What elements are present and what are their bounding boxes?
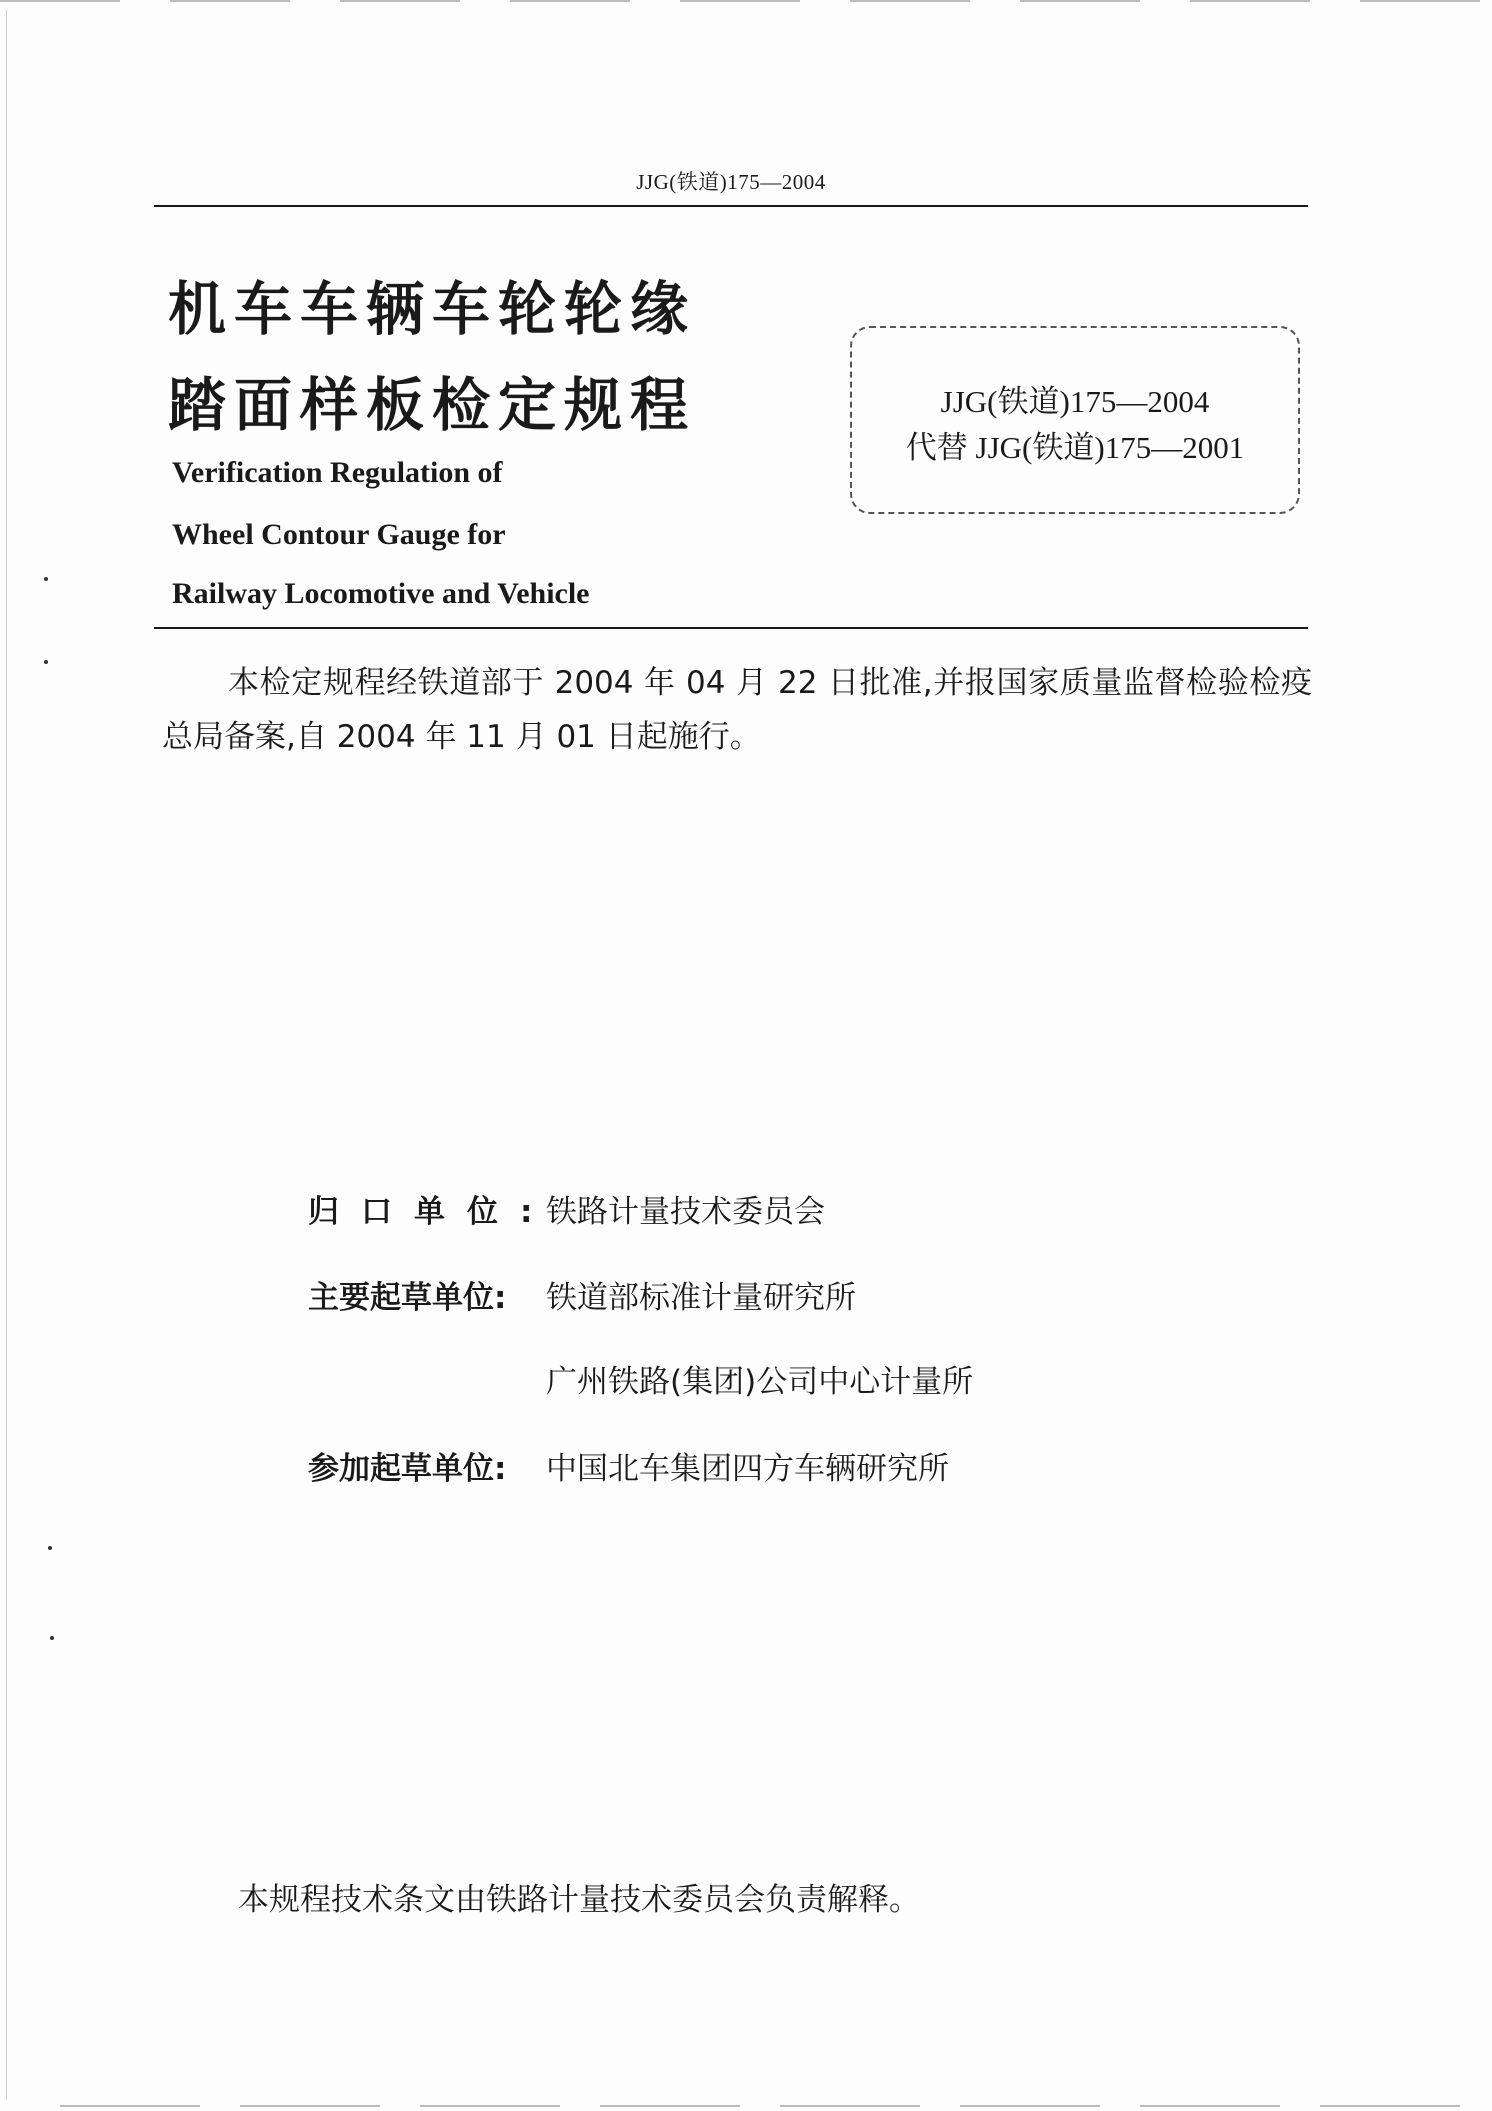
title-en-line-1: Verification Regulation of bbox=[172, 456, 503, 489]
responsible-unit-row bbox=[308, 1186, 825, 1231]
interpretation-note: 本规程技术条文由铁路计量技术委员会负责解释。 bbox=[238, 1882, 920, 1918]
title-en-line-3: Railway Locomotive and Vehicle bbox=[172, 577, 590, 610]
scan-edge-bottom bbox=[60, 2105, 1480, 2107]
header-rule bbox=[154, 205, 1308, 207]
running-header: JJG(铁道)175—2004 bbox=[636, 170, 826, 194]
participating-unit-row bbox=[308, 1443, 949, 1488]
approval-statement: 本检定规程经铁道部于 2004 年 04 月 22 日批准,并报国家质量监督检验检疫总局备案,自 2004 年 11 月 01 日起施行。 bbox=[162, 665, 1312, 755]
main-drafting-unit-label: 主要起草单位: bbox=[308, 1280, 507, 1316]
standard-code: JJG(铁道)175—2004 bbox=[940, 384, 1210, 419]
main-drafting-unit-value: 铁道部标准计量研究所 bbox=[546, 1280, 856, 1316]
title-zh-line-2: 踏面样板检定规程 bbox=[168, 371, 697, 439]
responsible-unit-value: 铁路计量技术委员会 bbox=[546, 1194, 825, 1230]
scan-speck bbox=[44, 577, 48, 581]
scan-edge-left bbox=[6, 10, 7, 2100]
scan-speck bbox=[48, 1546, 52, 1550]
main-drafting-unit-value-2: 广州铁路(集团)公司中心计量所 bbox=[546, 1364, 974, 1400]
scan-edge-top bbox=[0, 0, 1492, 2]
title-en-line-2: Wheel Contour Gauge for bbox=[172, 518, 506, 551]
participating-unit-label: 参加起草单位: bbox=[308, 1451, 507, 1487]
title-zh-line-1: 机车车辆车轮轮缘 bbox=[168, 275, 697, 343]
main-drafting-unit-row bbox=[308, 1272, 856, 1317]
main-drafting-unit-row-2 bbox=[546, 1356, 973, 1401]
responsible-unit-label: 归口单位: bbox=[308, 1194, 555, 1230]
scan-speck bbox=[50, 1636, 54, 1640]
scan-speck bbox=[44, 660, 48, 664]
title-rule bbox=[154, 627, 1308, 629]
participating-unit-value: 中国北车集团四方车辆研究所 bbox=[546, 1451, 949, 1487]
replaces-standard: 代替 JJG(铁道)175—2001 bbox=[905, 430, 1245, 465]
standard-code-box bbox=[850, 326, 1300, 514]
